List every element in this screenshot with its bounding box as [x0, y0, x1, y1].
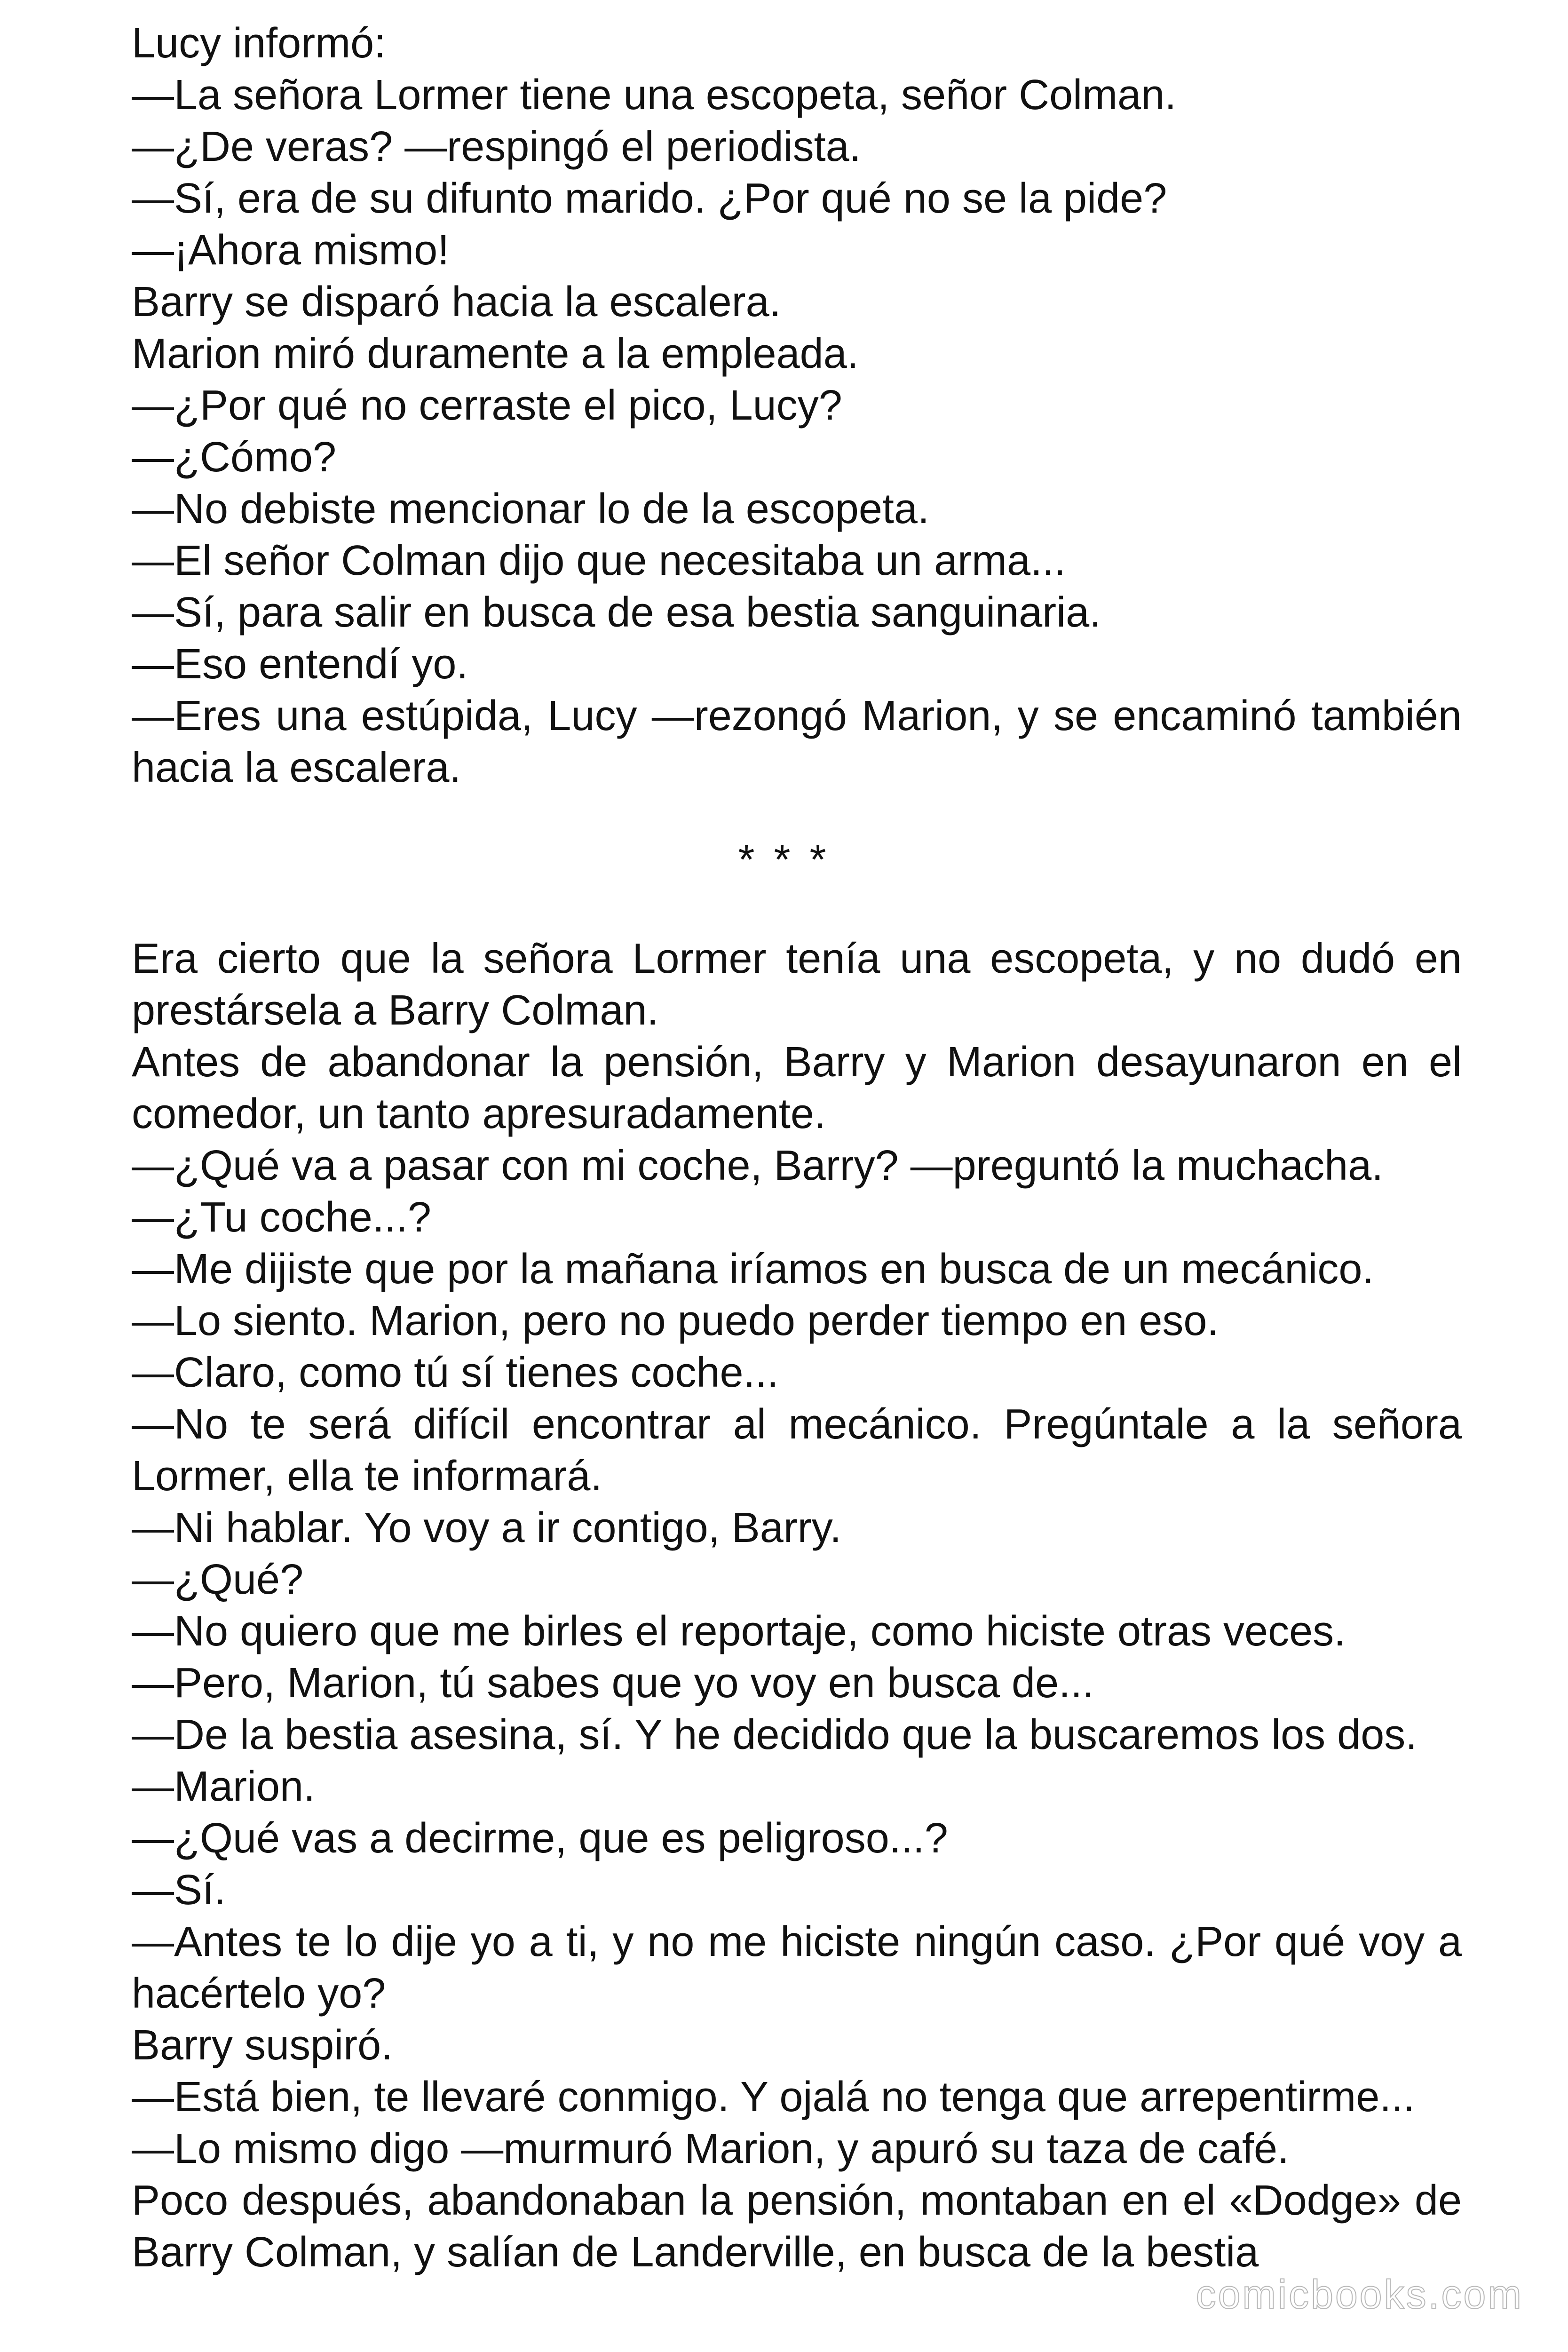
- paragraph: —Ni hablar. Yo voy a ir contigo, Barry.: [132, 1504, 842, 1551]
- paragraph: Barry se disparó hacia la escalera.: [132, 278, 781, 326]
- paragraph: —¿Por qué no cerraste el pico, Lucy?: [132, 382, 842, 429]
- paragraph: —Sí, era de su difunto marido. ¿Por qué no se la pide?: [132, 175, 1167, 222]
- section-separator: * * *: [738, 836, 830, 883]
- paragraph: —Eres una estúpida, Lucy —rezongó Marion, y se encaminó también hacia la escalera.: [132, 692, 1462, 791]
- paragraph: —El señor Colman dijo que necesitaba un arma...: [132, 537, 1066, 584]
- paragraph: —Está bien, te llevaré conmigo. Y ojalá no tenga que arrepentirme...: [132, 2074, 1415, 2121]
- paragraph: —Pero, Marion, tú sabes que yo voy en busca de...: [132, 1660, 1094, 1707]
- site-watermark: comicbooks.com: [1196, 2272, 1523, 2317]
- paragraph: —¿Qué va a pasar con mi coche, Barry? —preguntó la muchacha.: [132, 1142, 1384, 1189]
- paragraph: Marion miró duramente a la empleada.: [132, 330, 859, 377]
- paragraph: —Sí, para salir en busca de esa bestia sanguinaria.: [132, 589, 1101, 636]
- paragraph: Barry suspiró.: [132, 2022, 393, 2069]
- paragraph: —Lo mismo digo —murmuró Marion, y apuró su taza de café.: [132, 2125, 1290, 2172]
- paragraph: Lucy informó:: [132, 20, 386, 67]
- paragraph: —¿Qué?: [132, 1556, 304, 1603]
- paragraph: —¿Qué vas a decirme, que es peligroso...?: [132, 1815, 948, 1862]
- paragraph: —No quiero que me birles el reportaje, como hiciste otras veces.: [132, 1608, 1346, 1655]
- paragraph: —Antes te lo dije yo a ti, y no me hiciste ningún caso. ¿Por qué voy a hacértelo yo?: [132, 1918, 1462, 2017]
- paragraph: —¿Cómo?: [132, 434, 337, 481]
- paragraph: Era cierto que la señora Lormer tenía una escopeta, y no dudó en prestársela a Barry Colman.: [132, 935, 1462, 1034]
- paragraph: —¡Ahora mismo!: [132, 227, 450, 274]
- paragraph: —Sí.: [132, 1867, 226, 1914]
- text-section-2: [132, 933, 1462, 2278]
- paragraph: —Marion.: [132, 1763, 316, 1810]
- paragraph: —Lo siento. Marion, pero no puedo perder tiempo en eso.: [132, 1297, 1219, 1344]
- paragraph: —Me dijiste que por la mañana iríamos en busca de un mecánico.: [132, 1246, 1374, 1293]
- text-section-1: [132, 17, 1462, 794]
- paragraph: —La señora Lormer tiene una escopeta, señor Colman.: [132, 72, 1177, 119]
- paragraph: Poco después, abandonaban la pensión, montaban en el «Dodge» de Barry Colman, y salían de Landerville, en busca de la bestia: [132, 2177, 1462, 2276]
- paragraph: —No debiste mencionar lo de la escopeta.: [132, 485, 929, 532]
- paragraph: —No te será difícil encontrar al mecánico. Pregúntale a la señora Lormer, ella te informará.: [132, 1401, 1462, 1500]
- paragraph: —De la bestia asesina, sí. Y he decidido que la buscaremos los dos.: [132, 1711, 1418, 1758]
- paragraph: —¿Tu coche...?: [132, 1194, 431, 1241]
- paragraph: —Claro, como tú sí tienes coche...: [132, 1349, 779, 1396]
- paragraph: —¿De veras? —respingó el periodista.: [132, 123, 861, 170]
- paragraph: —Eso entendí yo.: [132, 641, 468, 688]
- paragraph: Antes de abandonar la pensión, Barry y Marion desayunaron en el comedor, un tanto apresuradamente.: [132, 1039, 1462, 1137]
